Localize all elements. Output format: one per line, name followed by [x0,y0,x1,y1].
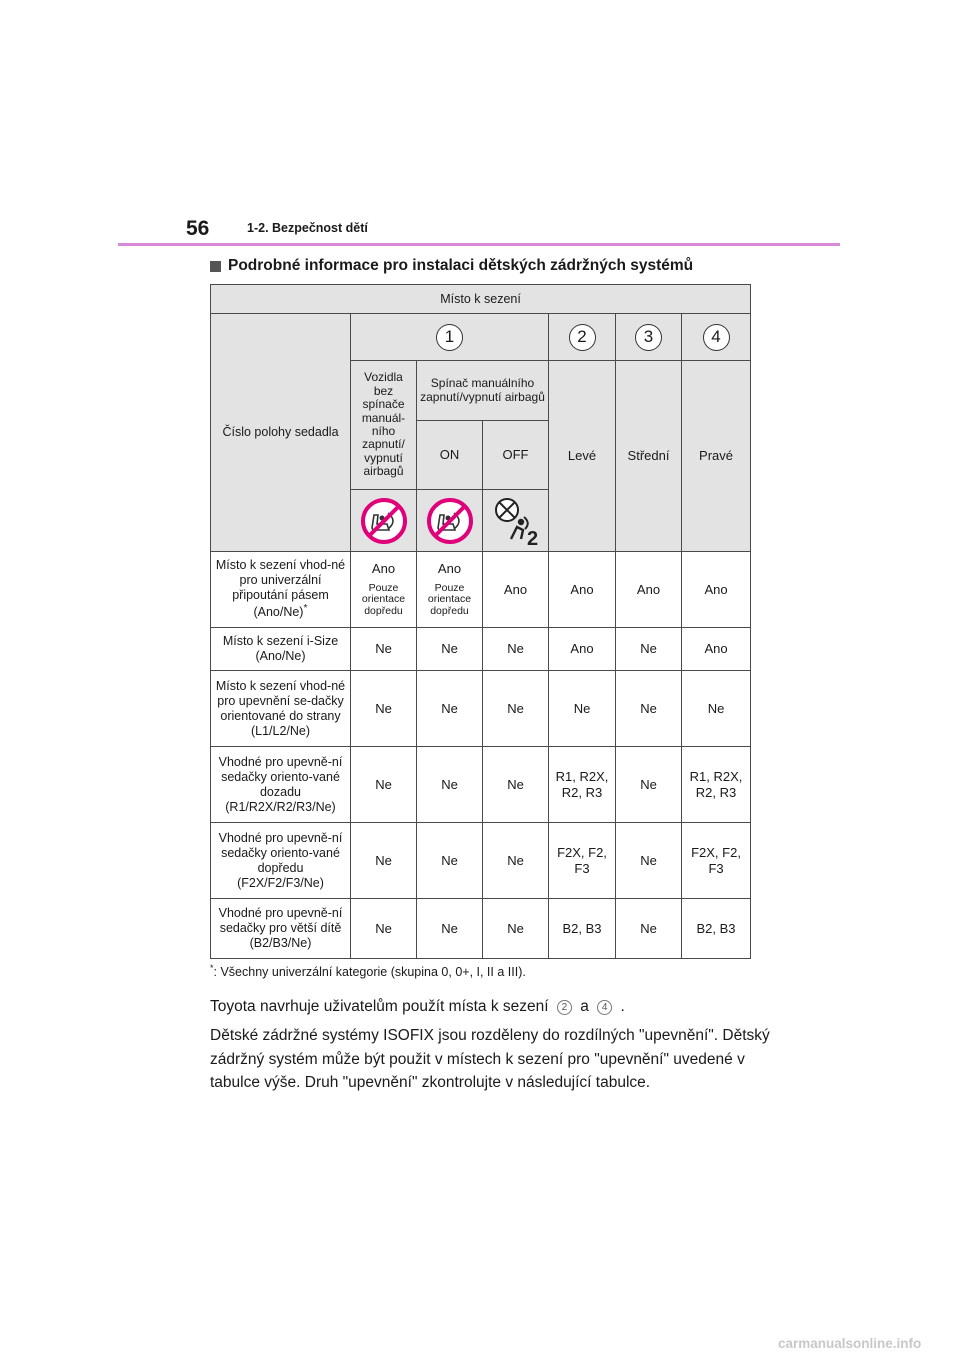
switch-off-header: OFF [483,421,549,490]
table-cell: Ne [351,671,417,747]
isofix-paragraph: Dětské zádržné systémy ISOFIX jsou rozděleny do rozdílných "upevnění". Dětský zádržný systém může být použit v místech k sezení pro "upevnění" uvedené v tabulce výše. Druh "upevnění" zkontrolujte v následující tabulce. [210,1027,770,1091]
manual-switch-header: Spínač manuálního zapnutí/vypnutí airbagů [417,361,549,421]
table-cell: Ne [351,899,417,959]
table-row-label: Místo k sezení vhod-né pro univerzální připoutání pásem (Ano/Ne)* [211,552,351,628]
seat-number-4-icon: 4 [597,1000,612,1015]
svg-text:2: 2 [526,527,538,547]
table-cell: F2X, F2, F3 [682,823,751,899]
no-child-seat-2-icon [491,495,541,547]
icon-cell-1 [351,490,417,552]
table-cell: Ano [549,552,616,628]
table-row-label: Vhodné pro upevně-ní sedačky oriento-vané dopředu (F2X/F2/F3/Ne) [211,823,351,899]
table-cell: Ne [549,671,616,747]
page-number: 56 [186,217,210,240]
seat-position-table [210,284,751,959]
vehicle-no-switch-header: Vozidla bez spínače manuál-ního zapnutí/ vypnutí airbagů [351,361,417,490]
table-cell: Ne [616,671,682,747]
table-cell: B2, B3 [549,899,616,959]
right-seat-header: Pravé [682,361,751,552]
table-cell: Ne [351,747,417,823]
table-cell: R1, R2X, R2, R3 [549,747,616,823]
table-cell: Ne [417,628,483,671]
recommendation-paragraph: Toyota navrhuje uživatelům použít místa k sezení 2 a 4 . [210,998,625,1015]
position-2-cell [549,314,616,361]
section-title: 1-2. Bezpečnost dětí [247,221,368,235]
center-seat-header: Střední [616,361,682,552]
table-cell: Ne [351,823,417,899]
position-number-2: 2 [569,324,596,351]
table-cell: Ne [417,747,483,823]
table-cell: Ne [351,628,417,671]
table-cell: Ne [483,671,549,747]
table-cell: Ano [549,628,616,671]
position-number-3: 3 [635,324,662,351]
footnote: *: Všechny univerzální kategorie (skupina 0, 0+, I, II a III). [210,963,526,980]
table-cell: Ano [682,552,751,628]
left-seat-header: Levé [549,361,616,552]
table-cell: Ano [682,628,751,671]
icon-cell-3 [483,490,549,552]
switch-on-header: ON [417,421,483,490]
seat-header: Místo k sezení [211,285,751,314]
table-row-label: Místo k sezení i-Size (Ano/Ne) [211,628,351,671]
section-heading [210,257,693,275]
table-cell: Ne [682,671,751,747]
table-cell: Ne [417,671,483,747]
row-header-seat-number: Číslo polohy sedadla [211,314,351,552]
table-cell: Ano Pouze orientace dopředu [417,552,483,628]
table-cell: Ano Pouze orientace dopředu [351,552,417,628]
position-3-cell [616,314,682,361]
table-cell: Ne [417,899,483,959]
table-cell: Ne [417,823,483,899]
table-row-label: Vhodné pro upevně-ní sedačky pro větší dítě (B2/B3/Ne) [211,899,351,959]
position-4-cell [682,314,751,361]
table-cell: Ne [483,823,549,899]
table-cell: Ne [616,899,682,959]
table-cell: Ne [483,628,549,671]
table-cell: Ne [483,747,549,823]
table-cell: Ano [483,552,549,628]
table-cell: B2, B3 [682,899,751,959]
table-cell: Ne [616,747,682,823]
square-bullet-icon [210,261,221,272]
position-number-4: 4 [703,324,730,351]
table-row-label: Místo k sezení vhod-né pro upevnění se-dačky orientované do strany (L1/L2/Ne) [211,671,351,747]
heading-text: Podrobné informace pro instalaci dětských zádržných systémů [228,257,694,274]
position-number-1: 1 [436,324,463,351]
watermark: carmanualsonline.info [778,1336,922,1351]
table-cell: Ne [483,899,549,959]
table-cell: R1, R2X, R2, R3 [682,747,751,823]
seat-number-2-icon: 2 [557,1000,572,1015]
table-cell: Ano [616,552,682,628]
icon-cell-2 [417,490,483,552]
table-row-label: Vhodné pro upevně-ní sedačky oriento-vané dozadu (R1/R2X/R2/R3/Ne) [211,747,351,823]
position-1-cell [351,314,549,361]
header-rule [118,243,840,246]
table-cell: Ne [616,628,682,671]
no-rear-facing-seat-icon [426,497,474,545]
table-cell: F2X, F2, F3 [549,823,616,899]
no-rear-facing-seat-icon [360,497,408,545]
table-cell: Ne [616,823,682,899]
